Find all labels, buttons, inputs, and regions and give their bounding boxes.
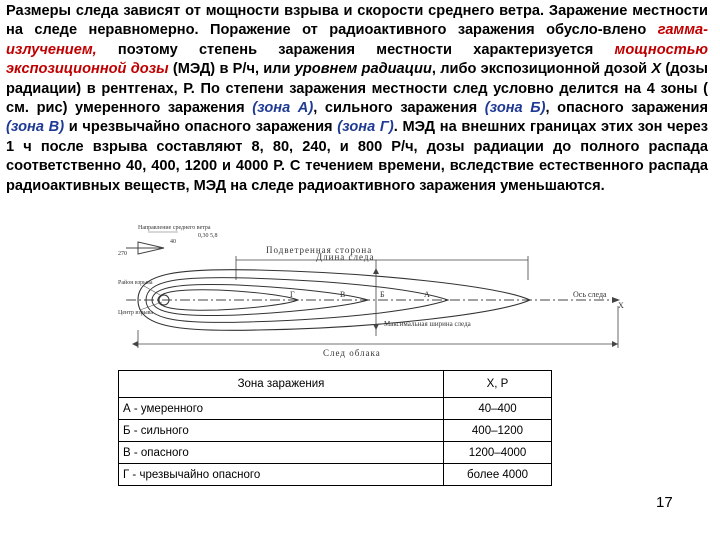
zone-label-v: В	[340, 290, 346, 299]
table-row	[119, 398, 552, 420]
term-zone-v: (зона В)	[6, 119, 65, 136]
page-number: 17	[656, 494, 673, 511]
zone-label-b: Б	[380, 290, 385, 299]
angle-label: 270	[118, 251, 127, 257]
contamination-zones-table	[118, 370, 552, 486]
zone-cell: Г - чрезвычайно опасного	[119, 464, 444, 486]
table-row	[119, 442, 552, 464]
text-segment: . МЭД на внешних границах этих зон через 1 ч после взрыва составляют 8, 80, 240, и 800 Р/ч, дозы радиации до полного распада соответственно 40, 400, 1200 и 4000 Р. С течением времени, вследствие естественного распада радиоактивных веществ, МЭД на следе радиоактивного заражения уменьшаются.	[6, 119, 708, 194]
zone-label-g: Г	[290, 290, 295, 299]
zone-cell: Б - сильного	[119, 420, 444, 442]
trace-axis-label: Ось следа	[573, 290, 607, 299]
table-row	[119, 420, 552, 442]
term-zone-b: (зона Б)	[484, 100, 546, 117]
term-dose-rate: мощностью экспозиционной дозы	[6, 41, 708, 78]
text-segment: , сильного заражения	[313, 100, 478, 117]
term-zone-a: (зона А)	[252, 100, 314, 117]
term-x-symbol: Х	[651, 61, 662, 78]
header-zone: Зона заражения	[119, 371, 444, 398]
main-paragraph	[6, 2, 708, 196]
x-axis-label: X	[618, 301, 624, 310]
text-segment: , либо экспозиционной дозой	[431, 61, 648, 78]
header-value: Х, Р	[444, 371, 552, 398]
wind-label: Направление среднего ветра	[138, 225, 211, 231]
table-header-row	[119, 371, 552, 398]
zone-cell: В - опасного	[119, 442, 444, 464]
windward-side-label: Подветренная сторона	[266, 245, 373, 255]
text-segment: поэтому степень заражения местности характеризуется	[117, 41, 594, 58]
zone-cell: А - умеренного	[119, 398, 444, 420]
text-segment: (МЭД) в Р/ч, или	[172, 61, 291, 78]
text-segment: , опасного заражения	[545, 100, 709, 117]
trace-zones-diagram	[118, 218, 624, 362]
azimuth-label: 0,30 5,8	[198, 233, 218, 239]
azimuth-value: 40	[170, 239, 176, 245]
value-cell: 400–1200	[444, 420, 552, 442]
cloud-trace-label: След облака	[323, 348, 381, 358]
table-row	[119, 464, 552, 486]
text-segment: (дозы радиации) в рентгенах, Р. По степени заражения местности след условно делится на 4 зоны ( см. рис) умеренного заражения	[6, 61, 708, 117]
term-zone-g: (зона Г)	[337, 119, 394, 136]
value-cell: 1200–4000	[444, 442, 552, 464]
value-cell: 40–400	[444, 398, 552, 420]
epicenter-label: Центр взрыва	[118, 310, 154, 316]
max-width-label: Максимальная ширина следа	[384, 320, 471, 328]
zone-label-a: А	[424, 290, 430, 299]
trace-length-label: Длина следа	[316, 252, 375, 262]
term-gamma-radiation: гамма-излучением,	[6, 22, 708, 58]
value-cell: более 4000	[444, 464, 552, 486]
explosion-area-label: Район взрыва	[118, 280, 153, 286]
text-segment: и чрезвычайно опасного заражения	[68, 119, 333, 136]
term-radiation-level: уровнем радиации	[294, 61, 432, 78]
text-segment: Размеры следа зависят от мощности взрыва и скорости среднего ветра. Заражение местности на следе неравномерно. Поражение от радиоактивного заражения обусло-влено	[6, 3, 708, 39]
